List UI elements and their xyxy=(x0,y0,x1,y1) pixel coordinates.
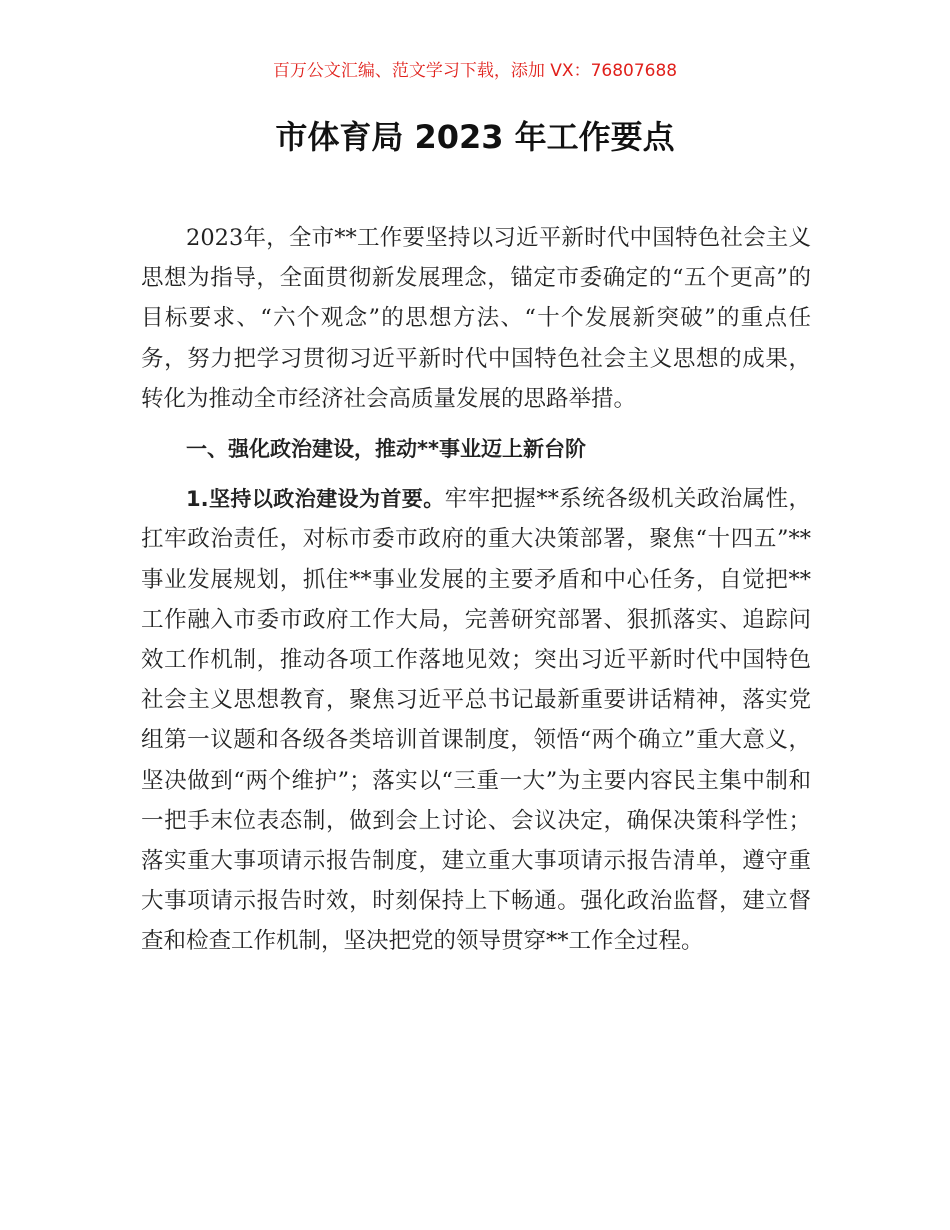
section-heading: 一、强化政治建设，推动**事业迈上新台阶 xyxy=(186,437,586,462)
promo-banner: 百万公文汇编、范文学习下载，添加 VX：76807688 xyxy=(272,61,678,81)
item-paragraph xyxy=(141,479,811,961)
item-lead: 1.坚持以政治建设为首要。 xyxy=(186,487,445,512)
intro-paragraph: 2023年，全市**工作要坚持以习近平新时代中国特色社会主义思想为指导，全面贯彻新发展理念，锚定市委确定的“五个更高”的目标要求、“六个观念”的思想方法、“十个发展新突破”的重点任务，努力把学习贯彻习近平新时代中国特色社会主义思想的成果，转化为推动全市经济社会高质量发展的思路举措。 xyxy=(141,225,811,412)
document-body xyxy=(141,218,811,962)
document-title: 市体育局 2023 年工作要点 xyxy=(275,118,675,156)
item-body: 牢牢把握**系统各级机关政治属性，扛牢政治责任，对标市委市政府的重大决策部署，聚焦“十四五”**事业发展规划，抓住**事业发展的主要矛盾和中心任务，自觉把**工作融入市委市政府工作大局，完善研究部署、狠抓落实、追踪问效工作机制，推动各项工作落地见效；突出习近平新时代中国特色社会主义思想教育，聚焦习近平总书记最新重要讲话精神，落实党组第一议题和各级各类培训首课制度，领悟“两个确立”重大意义，坚决做到“两个维护”；落实以“三重一大”为主要内容民主集中制和一把手末位表态制，做到会上讨论、会议决定，确保决策科学性；落实重大事项请示报告制度，建立重大事项请示报告清单，遵守重大事项请示报告时效，时刻保持上下畅通。强化政治监督，建立督查和检查工作机制，坚决把党的领导贯穿**工作全过程。 xyxy=(141,486,811,955)
